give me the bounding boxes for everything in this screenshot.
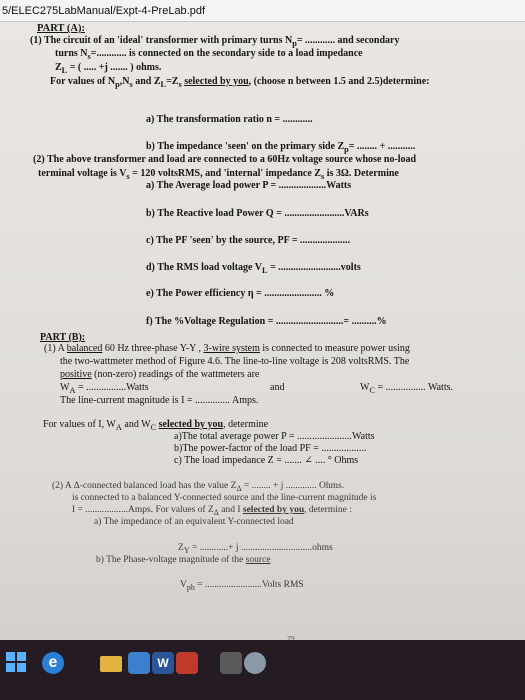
part-a-q2-b: b) The Reactive load Power Q = ........................VARs [146,208,369,219]
start-button[interactable] [6,652,26,672]
part-b-q2-line2: is connected to a balanced Y-connected source and the line-current magnitude is [72,493,377,503]
folder-icon[interactable] [100,656,122,672]
part-a-q2-line1: (2) The above transformer and load are connected to a 60Hz voltage source whose no-load [33,154,417,165]
part-b-q2-a: a) The impedance of an equivalent Y-connected load [94,517,294,527]
part-a-q2-f: f) The %Voltage Regulation = ...........................= ..........% [146,316,387,327]
browser-icon[interactable]: e [42,652,64,674]
pdf-page [0,22,525,640]
part-a-q1-a: a) The transformation ratio n = ............ [146,114,313,125]
user-app-icon[interactable] [220,652,242,674]
part-a-heading: PART (A): [37,23,85,34]
part-a-q1-line1: (1) The circuit of an 'ideal' transformer with primary turns $N_p=$ ............ and secondary [30,35,400,48]
part-a-q2-d: d) The RMS load voltage $V_L$ = .........................volts [146,262,361,275]
part-b-q2-b: b) The Phase-voltage magnitude of the source [96,555,271,565]
part-a-q2-e: e) The Power efficiency η = ....................... % [146,288,335,299]
pdf-reader-icon[interactable] [176,652,198,674]
part-a-q1-line2: turns $N_s=$............ is connected on the secondary side to a load impedance [55,48,363,61]
part-b-line-current: The line-current magnitude is I = .............. Amps. [60,395,259,406]
part-b-and: and [270,382,285,393]
word-icon[interactable]: W [152,652,174,674]
store-icon[interactable] [128,652,150,674]
part-b-heading: PART (B): [40,332,86,343]
part-b-vph: $V_{ph}$ = ........................Volts RMS [180,580,304,592]
part-b-wattmeter-a: $W_A$ = ................Watts [60,382,149,395]
part-b-zy: $Z_Y$ = ............+ j ..............................ohms [178,543,333,555]
window-title: 5/ELEC275LabManual/Expt-4-PreLab.pdf [2,5,206,17]
part-b-for-values: For values of I, $W_A$ and $W_C$ selected by you, determine [43,419,269,432]
part-b-q2-line3: I = ..................Amps. For values of $Z_\Delta$ and I selected by you, determine : [72,505,352,517]
part-b-fa: a)The total average power P = ......................Watts [174,431,375,442]
part-b-q1-line1: (1) A balanced 60 Hz three-phase Y-Y , 3-wire system is connected to measure power using [44,343,410,354]
part-b-wattmeter-c: $W_C$ = ................ Watts. [360,382,453,395]
part-b-fc: c) The load impedance Z = ....... ∠ .... ° Ohms [174,455,359,466]
media-player-icon[interactable] [244,652,266,674]
part-b-fb: b)The power-factor of the load PF = .................. [174,443,367,454]
part-a-q1-line4: For values of $N_p,N_s$ and $Z_L=Z_s$ selected by you, (choose n between 1.5 and 2.5)determine: [50,76,430,89]
window-title-bar [0,0,525,22]
part-b-q2-line1: (2) A Δ-connected balanced load has the value $Z_\Delta$ = ........ + j ............. Ohms. [52,481,345,493]
part-a-q1-line3: $Z_L$ = ( ..... +j ....... ) ohms. [55,62,162,75]
part-b-q1-line3: positive (non-zero) readings of the wattmeters are [60,369,260,380]
part-b-q1-line2: the two-wattmeter method of Figure 4.6. The line-to-line voltage is 208 voltsRMS. The [60,356,410,367]
part-a-q2-line2: terminal voltage is $V_s = 120$ voltsRMS, and 'internal' impedance $Z_s$ is 3Ω. Determine [38,168,399,181]
taskbar [0,640,525,700]
part-a-q1-b: b) The impedance 'seen' on the primary side $Z_p=$ ........ + ........... [146,141,416,154]
page-number: 79 [287,636,295,640]
part-a-q2-a: a) The Average load power P = ...................Watts [146,180,352,191]
part-a-q2-c: c) The PF 'seen' by the source, PF = .................... [146,235,351,246]
